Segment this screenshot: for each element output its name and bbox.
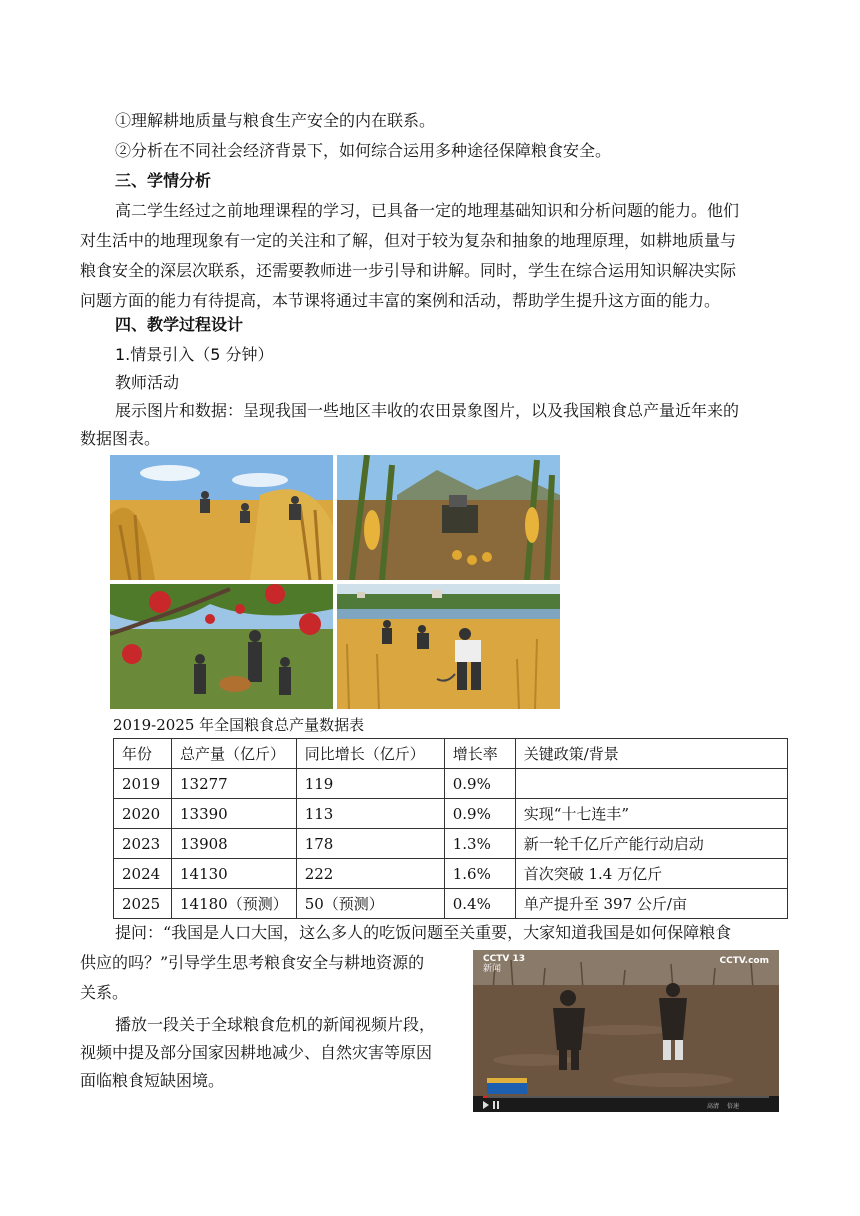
table-cell: 0.9% bbox=[444, 799, 515, 829]
rice-harvest-photo bbox=[110, 455, 333, 580]
objective-item-1: ①理解耕地质量与粮食生产安全的内在联系。 bbox=[115, 111, 436, 130]
table-caption: 2019-2025 年全国粮食总产量数据表 bbox=[113, 716, 365, 734]
table-cell: 2019 bbox=[114, 769, 172, 799]
video-controls bbox=[707, 1101, 739, 1110]
table-row bbox=[114, 799, 788, 829]
table-cell: 222 bbox=[296, 859, 444, 889]
cctv-watermark: CCTV.com bbox=[719, 956, 769, 966]
table-cell: 2020 bbox=[114, 799, 172, 829]
table-row bbox=[114, 889, 788, 919]
table-cell: 13390 bbox=[172, 799, 297, 829]
section-heading-student-analysis: 三、学情分析 bbox=[115, 171, 212, 190]
speed-button[interactable]: 倍速 bbox=[726, 1103, 739, 1110]
table-row bbox=[114, 829, 788, 859]
paragraph-line: 数据图表。 bbox=[80, 429, 161, 448]
table-cell: 119 bbox=[296, 769, 444, 799]
table-header-cell: 关键政策/背景 bbox=[515, 739, 787, 769]
quality-button[interactable]: 高清 bbox=[707, 1103, 720, 1110]
corn-harvest-photo bbox=[337, 455, 560, 580]
cctv13-logo bbox=[483, 954, 525, 974]
channel-logo-text: CCTV 13 bbox=[483, 954, 525, 964]
wheat-harvest-photo bbox=[337, 584, 560, 709]
news-video-player[interactable] bbox=[473, 950, 779, 1112]
channel-sub-text: 新闻 bbox=[483, 964, 502, 974]
table-cell: 1.6% bbox=[444, 859, 515, 889]
paragraph-line: 高二学生经过之前地理课程的学习，已具备一定的地理基础知识和分析问题的能力。他们 bbox=[115, 201, 740, 220]
table-cell: 113 bbox=[296, 799, 444, 829]
table-cell: 1.3% bbox=[444, 829, 515, 859]
question-line: 供应的吗？”引导学生思考粮食安全与耕地资源的 bbox=[80, 953, 425, 972]
table-cell: 单产提升至 397 公斤/亩 bbox=[515, 889, 787, 919]
step-heading: 1.情景引入（5 分钟） bbox=[115, 345, 274, 364]
table-cell: 0.4% bbox=[444, 889, 515, 919]
video-description-line: 面临粮食短缺困境。 bbox=[80, 1071, 225, 1090]
question-line: 关系。 bbox=[80, 983, 129, 1002]
paragraph-line: 粮食安全的深层次联系，还需要教师进一步引导和讲解。同时，学生在综合运用知识解决实际 bbox=[80, 261, 737, 280]
table-cell: 2023 bbox=[114, 829, 172, 859]
table-cell: 13277 bbox=[172, 769, 297, 799]
table-row bbox=[114, 769, 788, 799]
question-line: 提问：“我国是人口大国，这么多人的吃饭问题至关重要，大家知道我国是如何保障粮食 bbox=[115, 923, 732, 942]
table-cell: 首次突破 1.4 万亿斤 bbox=[515, 859, 787, 889]
table-cell: 14130 bbox=[172, 859, 297, 889]
objective-item-2: ②分析在不同社会经济背景下，如何综合运用多种途径保障粮食安全。 bbox=[115, 141, 612, 160]
table-header-cell: 年份 bbox=[114, 739, 172, 769]
video-description-line: 播放一段关于全球粮食危机的新闻视频片段， bbox=[115, 1015, 436, 1034]
paragraph-line: 对生活中的地理现象有一定的关注和了解，但对于较为复杂和抽象的地理原理，如耕地质量与 bbox=[80, 231, 737, 250]
table-cell: 2025 bbox=[114, 889, 172, 919]
table-cell bbox=[515, 769, 787, 799]
table-header-row bbox=[114, 739, 788, 769]
teacher-activity-label: 教师活动 bbox=[115, 373, 180, 392]
table-cell: 178 bbox=[296, 829, 444, 859]
table-header-cell: 增长率 bbox=[444, 739, 515, 769]
table-cell: 14180（预测） bbox=[172, 889, 297, 919]
table-cell: 13908 bbox=[172, 829, 297, 859]
table-header-cell: 同比增长（亿斤） bbox=[296, 739, 444, 769]
table-cell: 实现“十七连丰” bbox=[515, 799, 787, 829]
video-description-line: 视频中提及部分国家因耕地减少、自然灾害等原因 bbox=[80, 1043, 433, 1062]
paragraph-line: 问题方面的能力有待提高，本节课将通过丰富的案例和活动，帮助学生提升这方面的能力。 bbox=[80, 291, 721, 310]
apple-orchard-photo bbox=[110, 584, 333, 709]
table-cell: 0.9% bbox=[444, 769, 515, 799]
paragraph-line: 展示图片和数据：呈现我国一些地区丰收的农田景象图片，以及我国粮食总产量近年来的 bbox=[115, 401, 740, 420]
harvest-photo-grid bbox=[110, 455, 560, 710]
table-row bbox=[114, 859, 788, 889]
grain-production-table bbox=[113, 738, 788, 919]
table-header-cell: 总产量（亿斤） bbox=[172, 739, 297, 769]
table-cell: 50（预测） bbox=[296, 889, 444, 919]
table-cell: 新一轮千亿斤产能行动启动 bbox=[515, 829, 787, 859]
table-cell: 2024 bbox=[114, 859, 172, 889]
section-heading-teaching-process: 四、教学过程设计 bbox=[115, 315, 244, 334]
